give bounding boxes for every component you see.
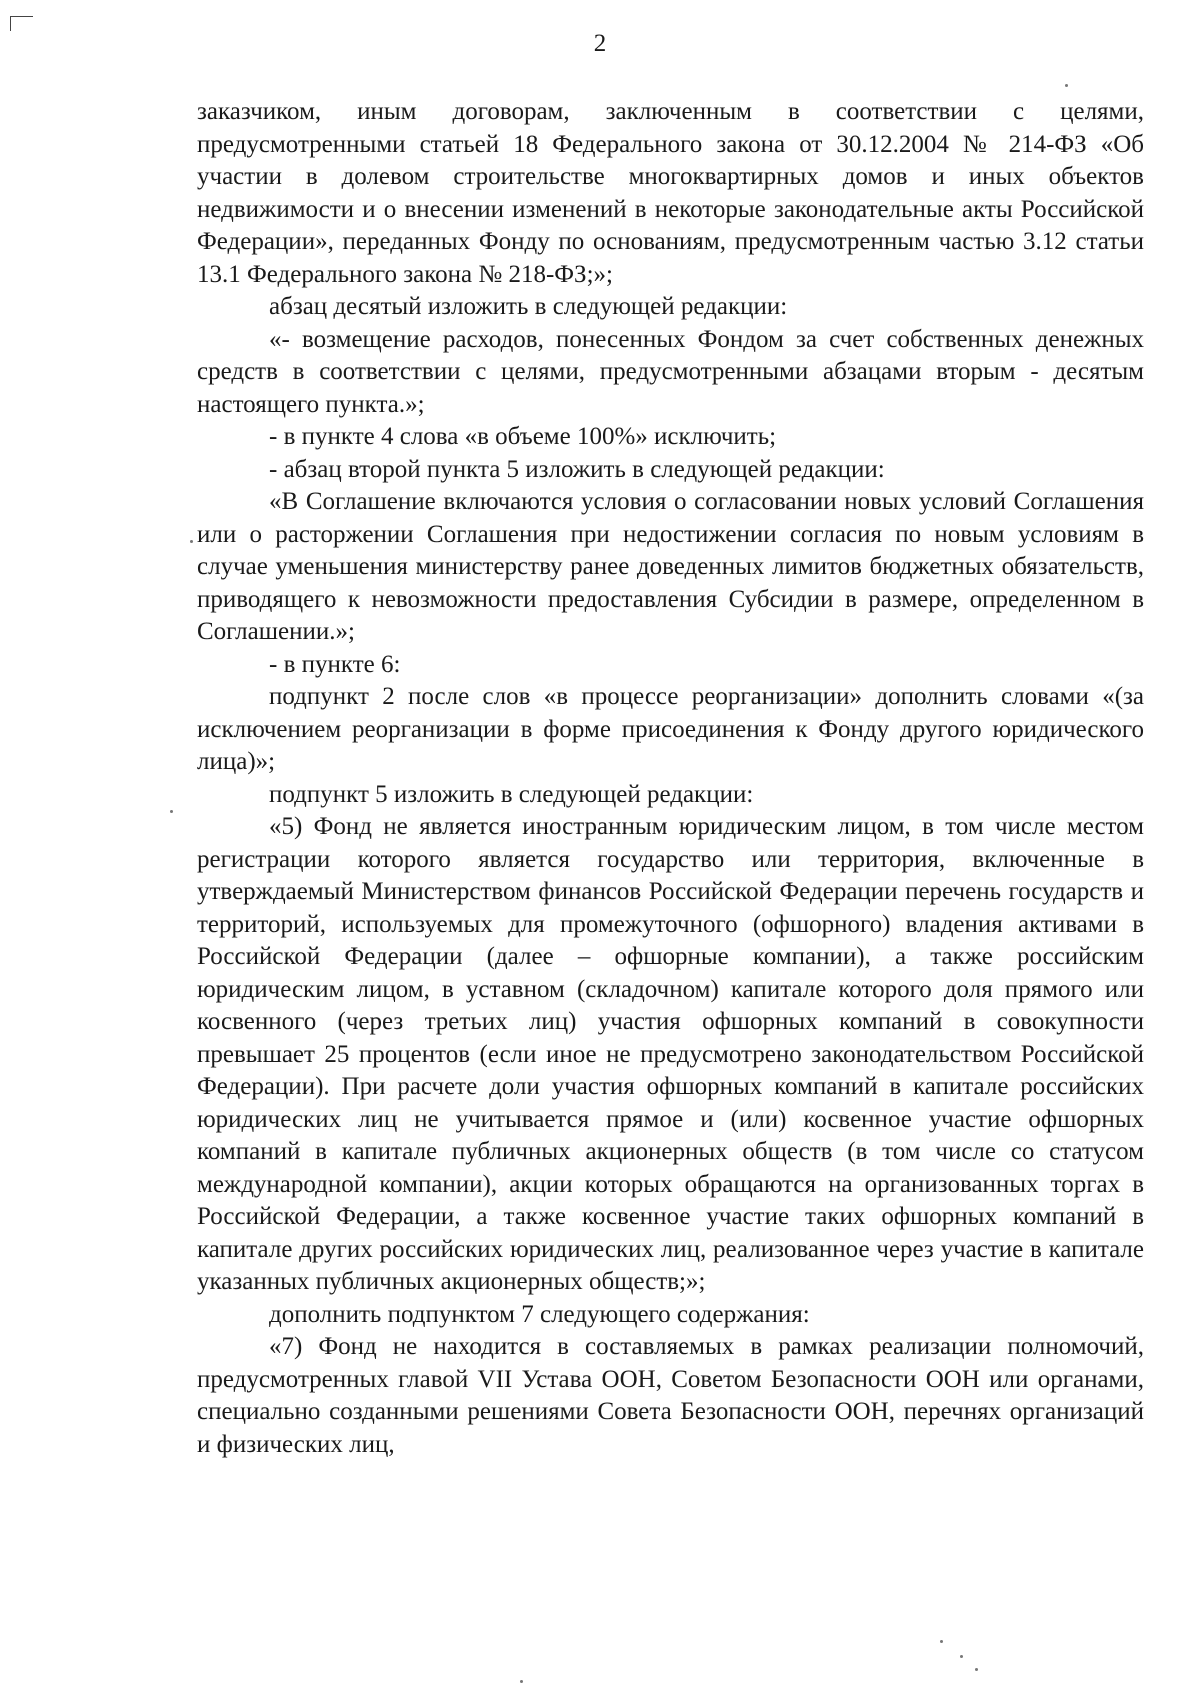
scan-speck <box>940 1640 943 1643</box>
paragraph-continuation: заказчиком, иным договорам, заключенным в соответствии с целями, предусмотренными статьей 18 Федерального закона от 30.12.2004 № 214-ФЗ «Об участии в долевом строительстве многоквартирных домов и иных объектов недвижимости и о внесении изменений в некоторые законодательные акты Российской Федерации», переданных Фонду по основаниям, предусмотренным частью 3.12 статьи 13.1 Федерального закона № 218-ФЗ;»; <box>197 98 1144 288</box>
scan-speck <box>1065 84 1068 87</box>
paragraph: абзац десятый изложить в следующей редакции: <box>269 293 788 320</box>
scan-speck <box>170 810 173 813</box>
paragraph: «В Соглашение включаются условия о согласовании новых условий Соглашения или о расторжении Соглашения при недостижении согласия по новым условиям в случае уменьшения министерству ранее доведенных лимитов бюджетных обязательств, приводящего к невозможности предоставления Субсидии в размере, определенном в Соглашении.»; <box>197 488 1144 645</box>
paragraph: - абзац второй пункта 5 изложить в следующей редакции: <box>269 455 885 483</box>
paragraph: дополнить подпунктом 7 следующего содержания: <box>269 1300 810 1328</box>
paragraph: - в пункте 6: <box>269 650 401 678</box>
page-number: 2 <box>593 30 607 57</box>
scan-speck <box>960 1655 963 1658</box>
scan-speck <box>520 1680 523 1683</box>
scan-corner-mark <box>10 16 33 31</box>
scan-speck <box>190 540 193 543</box>
paragraph: «5) Фонд не является иностранным юридическим лицом, в том числе местом регистрации которого является государство или территория, включенные в утверждаемый Министерством финансов Российской Федерации перечень государств и территорий, используемых для промежуточного (офшорного) владения активами в Российской Федерации (далее – офшорные компании), а также российским юридическим лицом, в уставном (складочном) капитале которого доля прямого или косвенного (через третьих лиц) участия офшорных компаний в совокупности превышает 25 процентов (если иное не предусмотрено законодательством Российской Федерации). При расчете доли участия офшорных компаний в капитале российских юридических лиц не учитывается прямое и (или) косвенное участие офшорных компаний в капитале публичных акционерных обществ (в том числе со статусом международной компании), акции которых обращаются на организованных торгах в Российской Федерации, а также косвенное участие таких офшорных компаний в капитале других российских юридических лиц, реализованное через участие в капитале указанных публичных акционерных обществ;»; <box>197 813 1144 1295</box>
paragraph: - в пункте 4 слова «в объеме 100%» исключить; <box>269 423 777 450</box>
document-body <box>197 96 1144 1461</box>
paragraph: «- возмещение расходов, понесенных Фондом за счет собственных денежных средств в соответствии с целями, предусмотренными абзацами вторым - десятым настоящего пункта.»; <box>197 325 1144 418</box>
paragraph: подпункт 5 изложить в следующей редакции: <box>269 780 754 808</box>
scan-speck <box>975 1668 978 1671</box>
paragraph: «7) Фонд не находится в составляемых в рамках реализации полномочий, предусмотренных главой VII Устава ООН, Советом Безопасности ООН или органами, специально созданными решениями Совета Безопасности ООН, перечнях организаций и физических лиц, <box>197 1333 1144 1458</box>
paragraph: подпункт 2 после слов «в процессе реорганизации» дополнить словами «(за исключением реорганизации в форме присоединения к Фонду другого юридического лица)»; <box>197 683 1144 775</box>
